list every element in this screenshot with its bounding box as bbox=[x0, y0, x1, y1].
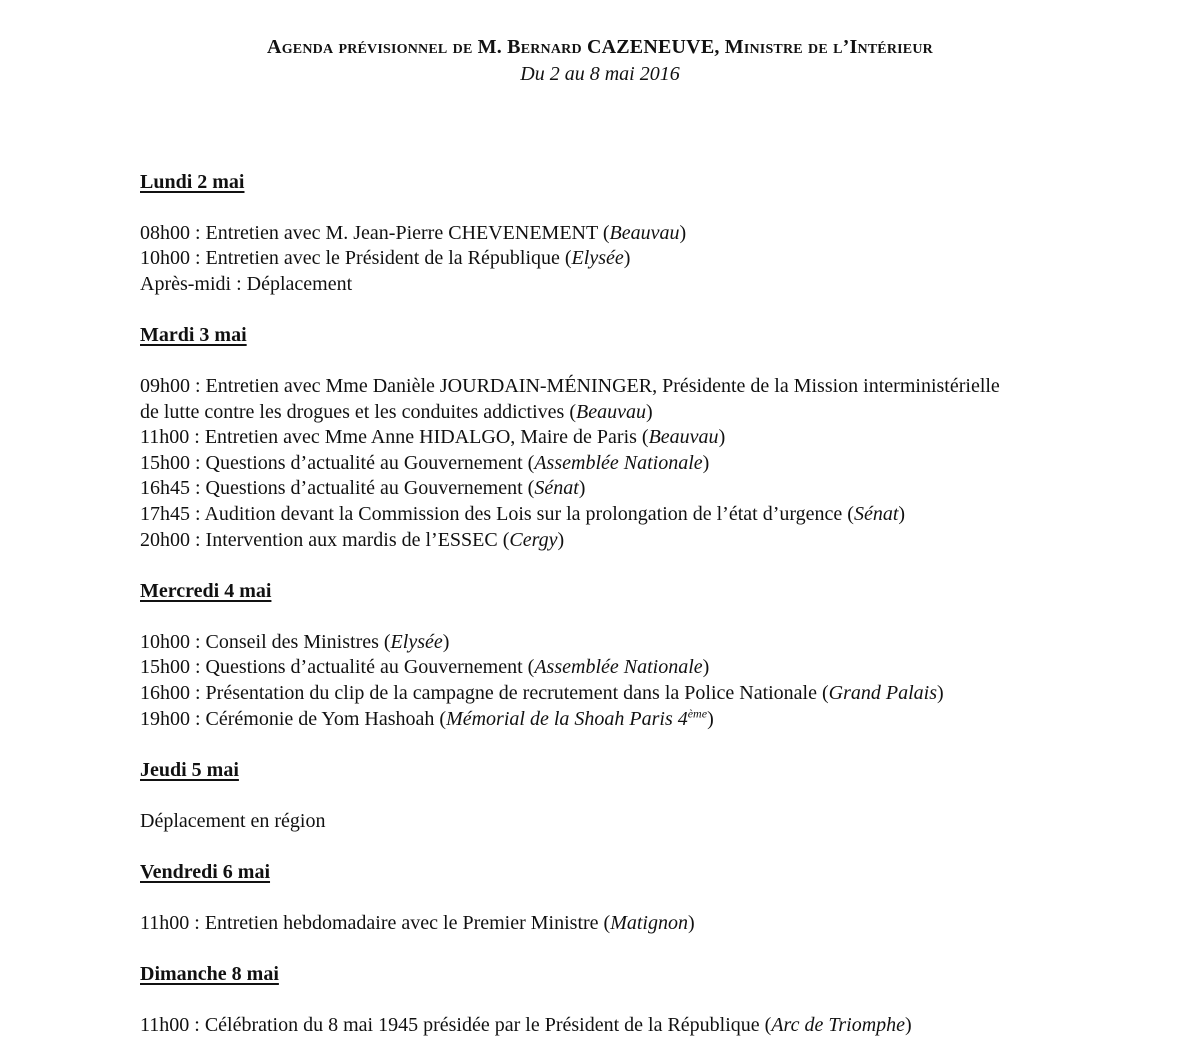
agenda-entry: 11h00 : Entretien avec Mme Anne HIDALGO, Maire de Paris (Beauvau) bbox=[140, 426, 726, 448]
agenda-entry: 08h00 : Entretien avec M. Jean-Pierre CHEVENEMENT (Beauvau) bbox=[140, 222, 687, 244]
agenda-entry: 10h00 : Entretien avec le Président de la République (Elysée) bbox=[140, 247, 631, 269]
day-heading-thursday: Jeudi 5 mai bbox=[140, 759, 239, 781]
document-title: Agenda prévisionnel de M. Bernard CAZENEUVE, Ministre de l’Intérieur bbox=[267, 36, 933, 58]
agenda-entry: 17h45 : Audition devant la Commission des Lois sur la prolongation de l’état d’urgence (Sénat) bbox=[140, 503, 906, 525]
day-heading-monday: Lundi 2 mai bbox=[140, 171, 245, 193]
agenda-entry: 09h00 : Entretien avec Mme Danièle JOURDAIN-MÉNINGER, Présidente de la Mission interministérielle bbox=[140, 375, 1000, 397]
agenda-entry: 15h00 : Questions d’actualité au Gouvernement (Assemblée Nationale) bbox=[140, 656, 710, 678]
day-heading-sunday: Dimanche 8 mai bbox=[140, 963, 279, 985]
agenda-entry: Après-midi : Déplacement bbox=[140, 273, 353, 295]
day-heading-tuesday: Mardi 3 mai bbox=[140, 324, 247, 346]
agenda-entry: 16h45 : Questions d’actualité au Gouvernement (Sénat) bbox=[140, 477, 586, 499]
agenda-entry: 16h00 : Présentation du clip de la campagne de recrutement dans la Police Nationale (Grand Palais) bbox=[140, 682, 944, 704]
agenda-entry: 19h00 : Cérémonie de Yom Hashoah (Mémorial de la Shoah Paris 4ème) bbox=[140, 706, 714, 730]
document-subtitle: Du 2 au 8 mai 2016 bbox=[520, 63, 680, 85]
agenda-entry: 10h00 : Conseil des Ministres (Elysée) bbox=[140, 631, 450, 653]
agenda-entry: Déplacement en région bbox=[140, 810, 326, 832]
day-heading-wednesday: Mercredi 4 mai bbox=[140, 580, 272, 602]
day-heading-friday: Vendredi 6 mai bbox=[140, 861, 271, 883]
agenda-entry: 15h00 : Questions d’actualité au Gouvernement (Assemblée Nationale) bbox=[140, 452, 710, 474]
agenda-entry: 11h00 : Entretien hebdomadaire avec le Premier Ministre (Matignon) bbox=[140, 912, 695, 934]
agenda-entry: 20h00 : Intervention aux mardis de l’ESSEC (Cergy) bbox=[140, 529, 565, 551]
agenda-entry: de lutte contre les drogues et les conduites addictives (Beauvau) bbox=[140, 401, 653, 423]
agenda-entry: 11h00 : Célébration du 8 mai 1945 présidée par le Président de la République (Arc de Triomphe) bbox=[140, 1014, 912, 1036]
